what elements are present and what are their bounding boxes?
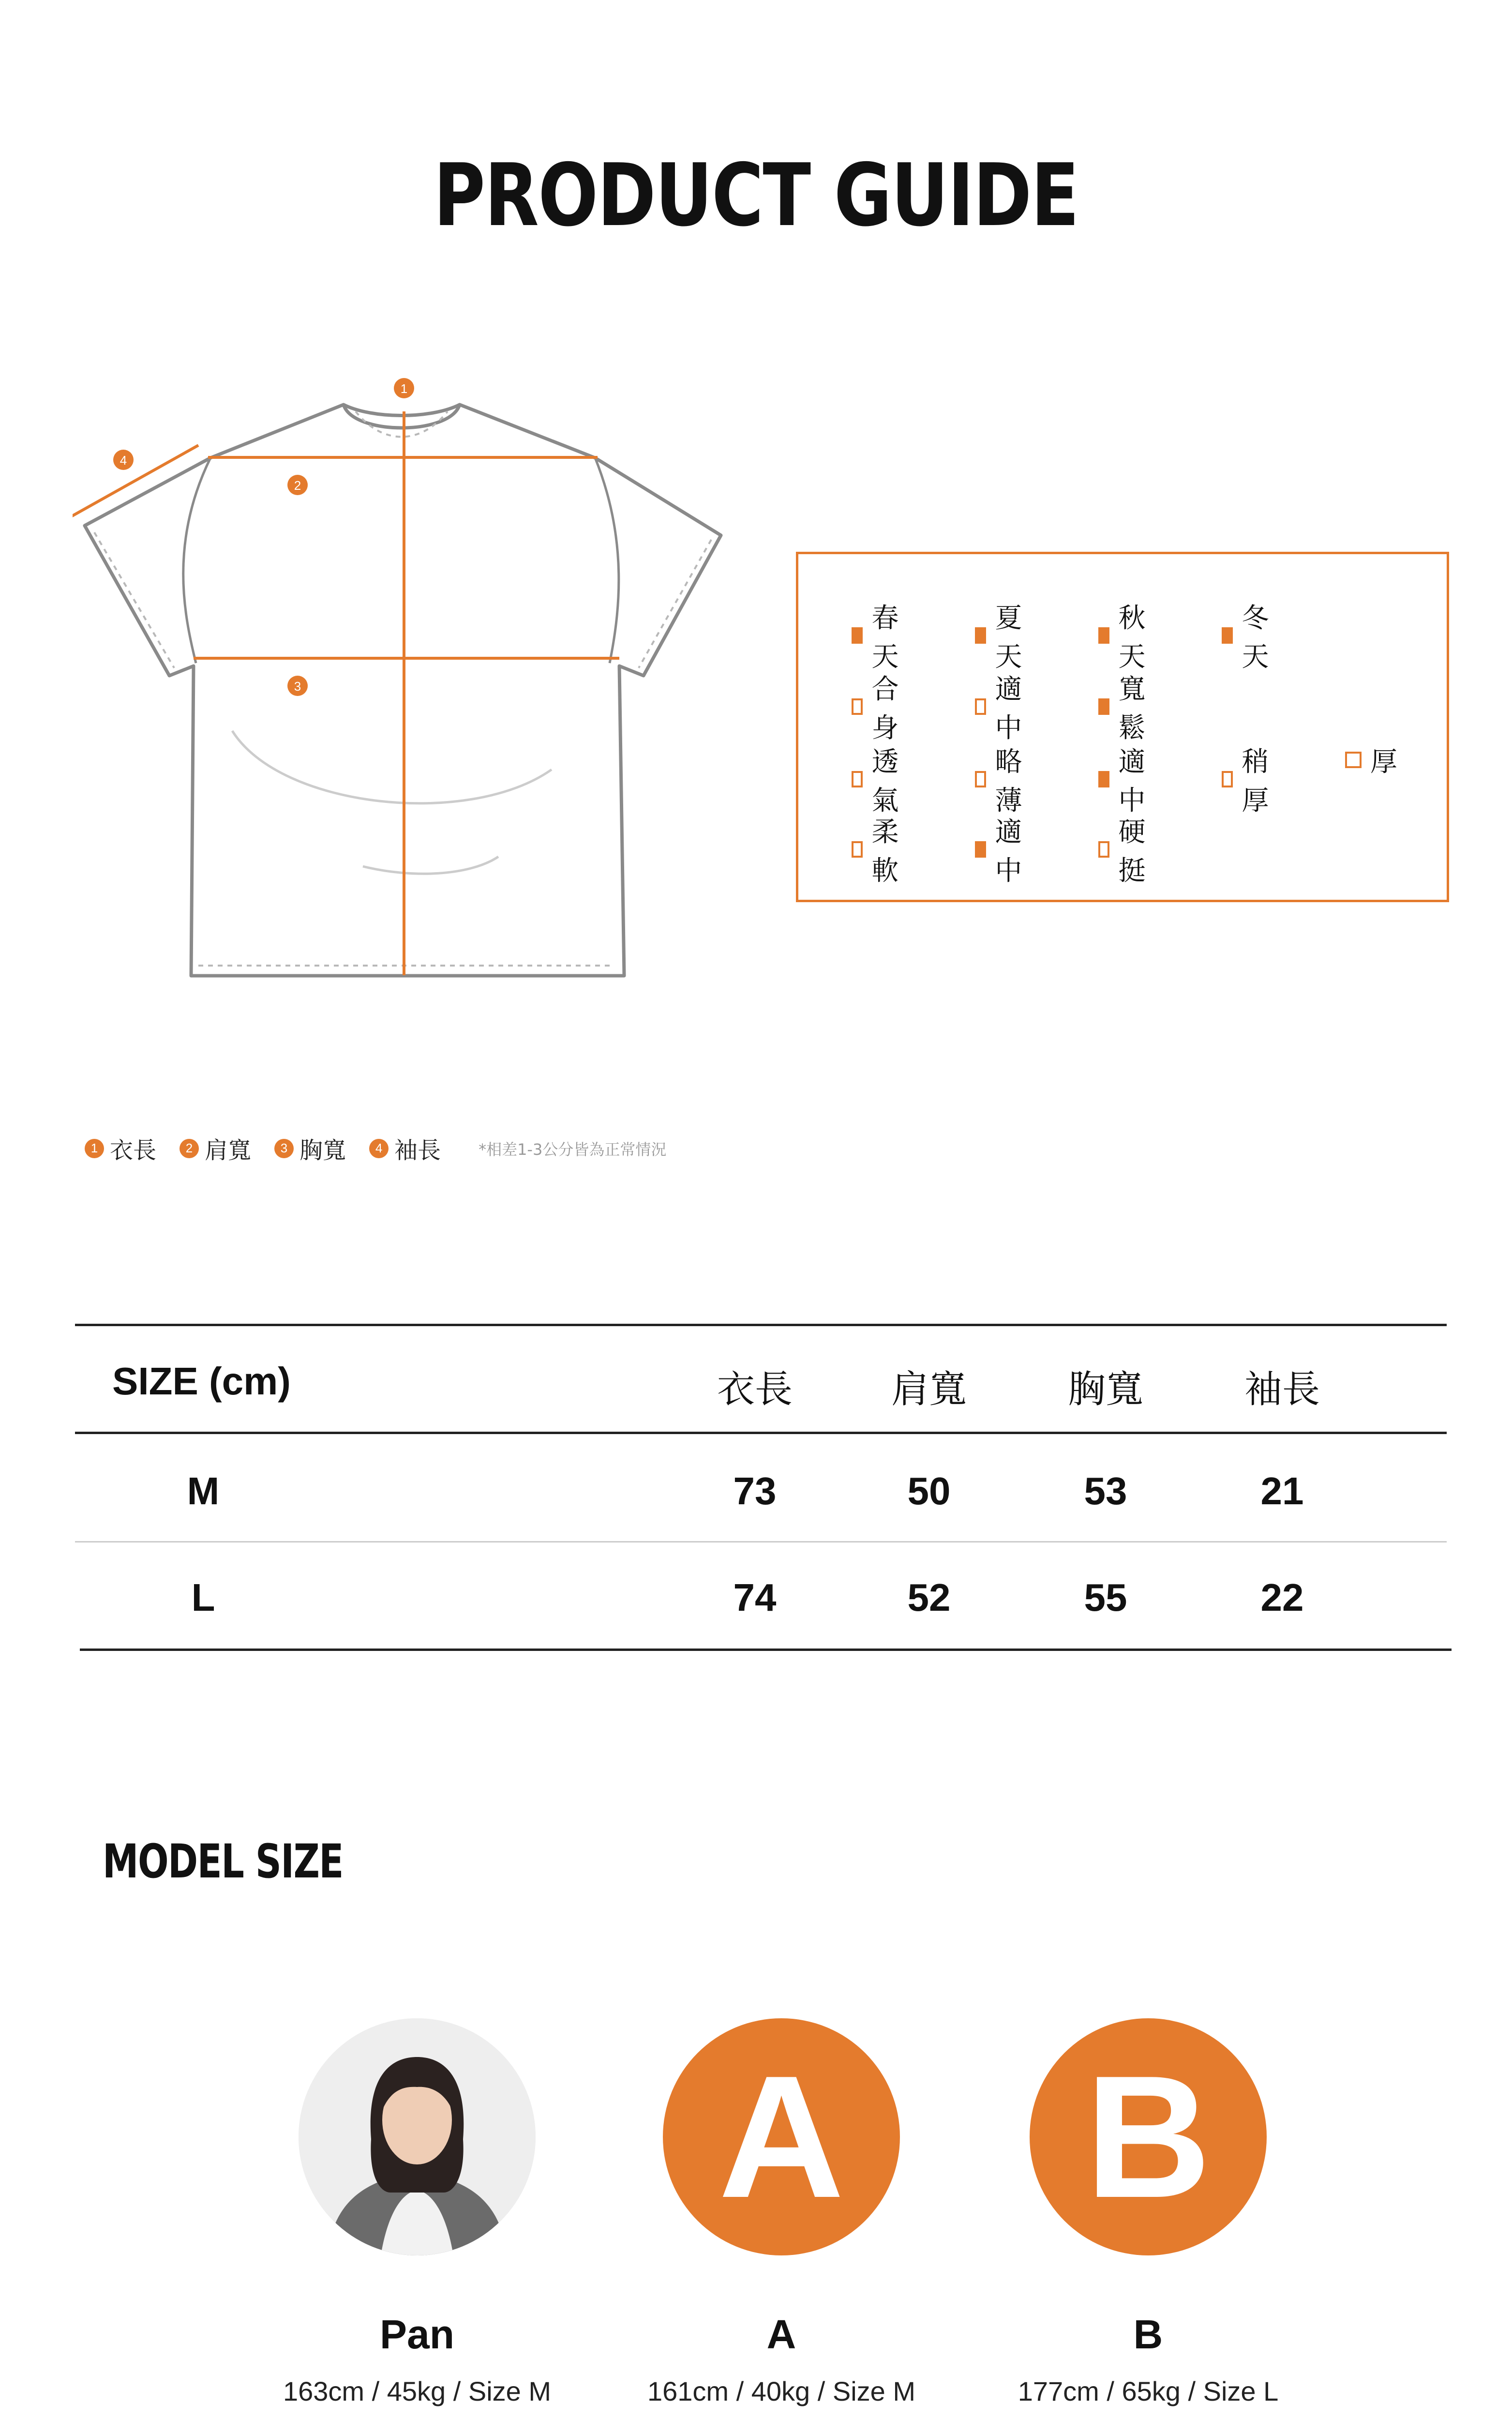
model-badge-a: A [663, 2018, 900, 2255]
model-portrait-illustration [299, 2018, 536, 2255]
table-header: 胸寬 [1067, 1368, 1143, 1411]
legend-item [180, 1132, 251, 1165]
legend-label: 袖長 [394, 1137, 441, 1164]
table-header-size: SIZE (cm) [112, 1360, 291, 1403]
table-header: 袖長 [1244, 1368, 1320, 1411]
legend-item [274, 1132, 346, 1165]
option [1098, 811, 1151, 888]
checkbox [1098, 841, 1109, 858]
option-label: 夏天 [995, 603, 1022, 673]
option-label: 合身 [871, 674, 899, 744]
model-stats: 163cm / 45kg / Size M [283, 2376, 551, 2406]
model-size-title: MODEL SIZE [103, 1834, 343, 1889]
diagram-marker [287, 475, 308, 495]
option-label: 適中 [995, 817, 1022, 887]
table-rule [75, 1541, 1447, 1543]
number-badge: 2 [180, 1139, 199, 1158]
option-label: 略薄 [995, 746, 1022, 817]
attribute-box [796, 552, 1449, 902]
option-label: 適中 [1118, 746, 1146, 817]
checkbox [1098, 698, 1109, 715]
sleeve-line [73, 445, 198, 518]
size-label: L [191, 1576, 215, 1619]
model-stats: 177cm / 65kg / Size L [1018, 2376, 1279, 2406]
checkbox [852, 627, 863, 644]
option-label: 柔軟 [871, 817, 899, 887]
number-badge: 1 [85, 1139, 104, 1158]
option-label: 稍厚 [1242, 746, 1269, 817]
checkbox [1098, 771, 1109, 787]
option-label: 秋天 [1118, 603, 1146, 673]
checkbox [1222, 627, 1233, 644]
table-rule [80, 1649, 1452, 1651]
option-label: 冬天 [1242, 603, 1269, 673]
table-cell: 21 [1260, 1469, 1304, 1512]
option-label: 適中 [995, 674, 1022, 744]
legend-label: 肩寬 [205, 1137, 252, 1164]
option [1098, 597, 1151, 674]
legend-label: 衣長 [110, 1137, 157, 1164]
table-header: 肩寬 [891, 1368, 967, 1411]
checkbox [852, 698, 863, 715]
number-badge: 3 [274, 1139, 294, 1158]
diagram-marker [113, 450, 134, 470]
checkbox [1098, 627, 1109, 644]
checkbox [975, 627, 986, 644]
model-badge-b: B [1030, 2018, 1267, 2255]
measurement-legend [85, 1132, 666, 1165]
checkbox [975, 771, 986, 787]
option-label: 寬鬆 [1118, 674, 1146, 744]
table-header: 衣長 [717, 1368, 793, 1411]
option [975, 668, 1027, 745]
tolerance-note: *相差1-3公分皆為正常情況 [479, 1140, 667, 1159]
legend-item [85, 1132, 156, 1165]
option [975, 741, 1027, 818]
option [852, 597, 904, 674]
option [852, 668, 904, 745]
diagram-marker [394, 378, 414, 398]
checkbox [975, 698, 986, 715]
option-label: 厚 [1370, 746, 1397, 778]
table-cell: 74 [733, 1576, 777, 1619]
svg-text:3: 3 [294, 679, 301, 694]
option-label: 透氣 [871, 746, 899, 817]
table-cell: 52 [907, 1576, 951, 1619]
option [852, 811, 904, 888]
model-name: B [1133, 2312, 1163, 2357]
table-cell: 73 [733, 1469, 777, 1512]
option [1345, 741, 1397, 779]
table-rule [75, 1324, 1447, 1326]
option [1098, 668, 1151, 745]
option [1222, 597, 1274, 674]
option-label: 硬挺 [1118, 817, 1146, 887]
tshirt-diagram [73, 373, 750, 1002]
checkbox [852, 771, 863, 787]
table-cell: 53 [1084, 1469, 1127, 1512]
table-rule [75, 1432, 1447, 1434]
size-label: M [187, 1469, 220, 1512]
option [1222, 741, 1274, 818]
table-cell: 22 [1260, 1576, 1304, 1619]
diagram-marker [287, 676, 308, 696]
checkbox [975, 841, 986, 858]
checkbox [1345, 752, 1362, 768]
svg-text:1: 1 [400, 381, 408, 396]
svg-text:4: 4 [120, 453, 127, 468]
option [975, 811, 1027, 888]
option-label: 春天 [871, 603, 899, 673]
legend-label: 胸寬 [299, 1137, 346, 1164]
option [1098, 741, 1151, 818]
number-badge: 4 [369, 1139, 389, 1158]
model-stats: 161cm / 40kg / Size M [647, 2376, 915, 2406]
legend-item [369, 1132, 441, 1165]
model-name: A [766, 2312, 796, 2357]
checkbox [1222, 771, 1233, 787]
svg-text:2: 2 [294, 478, 301, 493]
model-name: Pan [379, 2312, 455, 2357]
option [852, 741, 904, 818]
page-title: PRODUCT GUIDE [434, 145, 1078, 245]
table-cell: 55 [1084, 1576, 1127, 1619]
table-cell: 50 [907, 1469, 951, 1512]
model-photo [299, 2018, 536, 2255]
checkbox [852, 841, 863, 858]
option [975, 597, 1027, 674]
